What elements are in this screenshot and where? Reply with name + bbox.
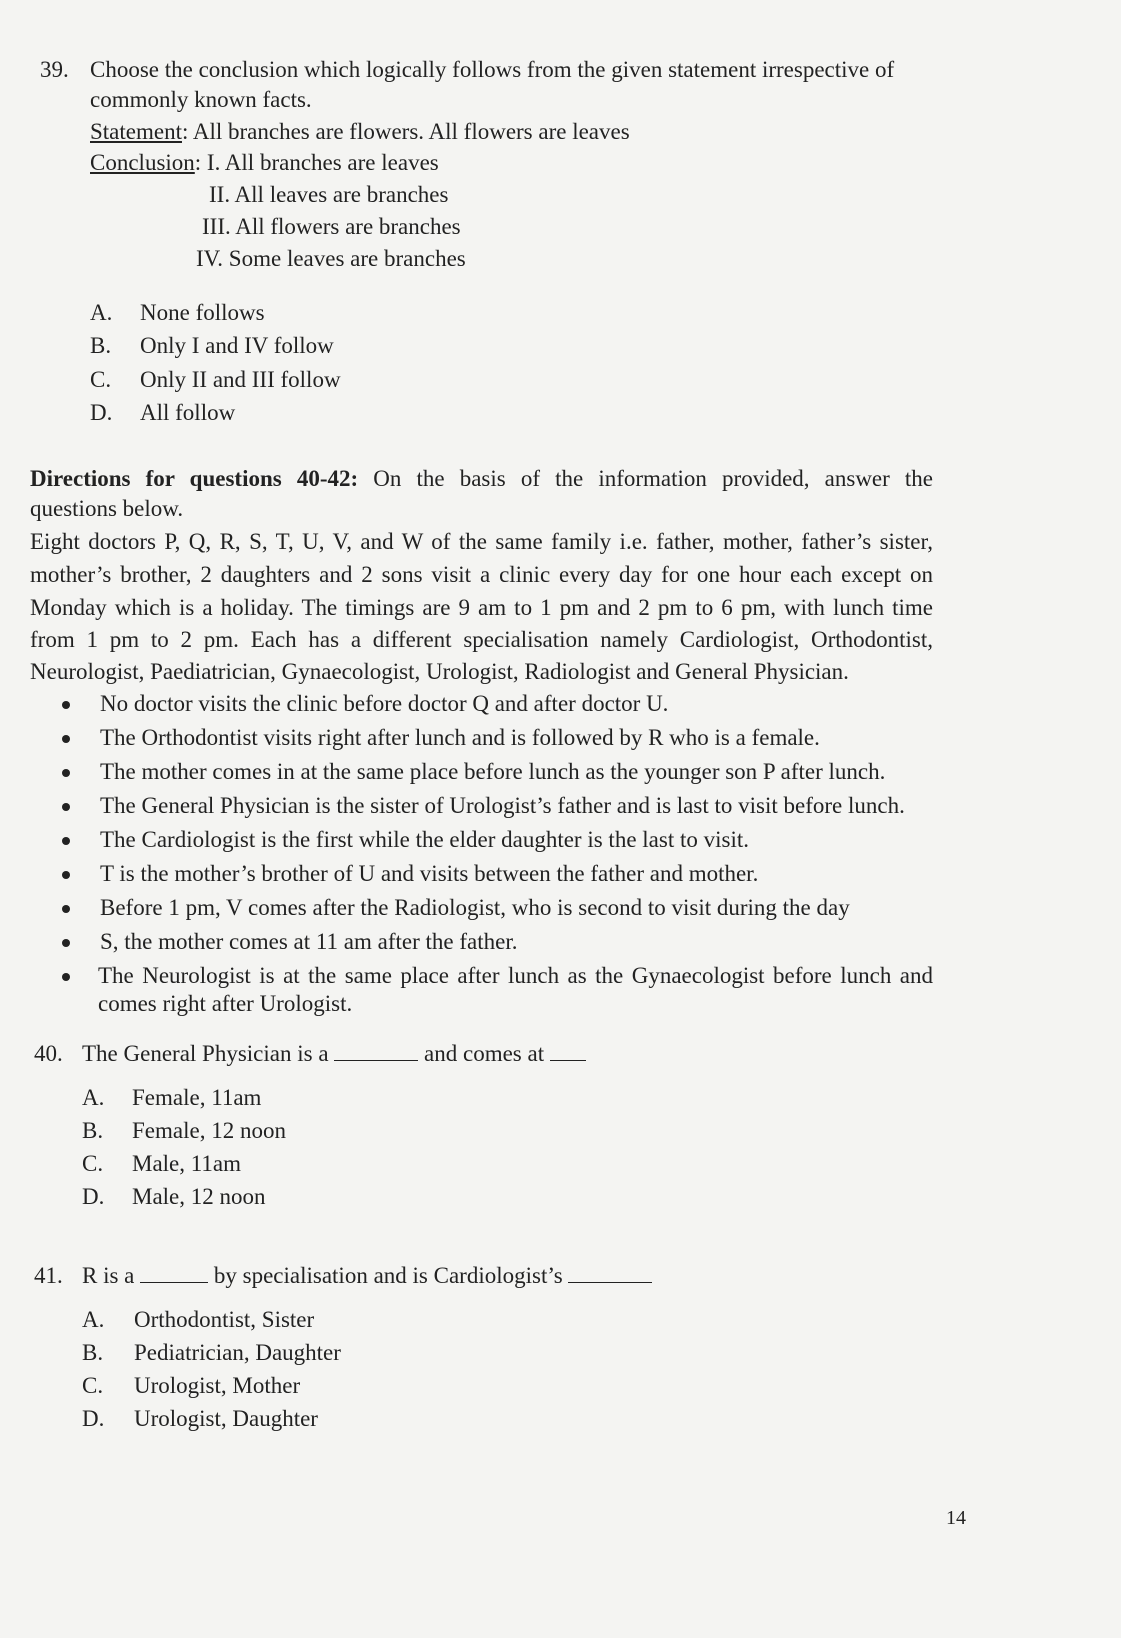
q40-option-text: Male, 12 noon [132, 1184, 266, 1209]
q39-conclusion-1 [90, 149, 439, 177]
q40-number: 40. [34, 1041, 63, 1066]
q39-option-text: None follows [140, 300, 265, 325]
q41-number: 41. [34, 1263, 63, 1288]
q40-option-letter: C. [82, 1151, 104, 1176]
bullet-item: The Neurologist is at the same place after lunch as the Gynaecologist before lunch and [98, 963, 933, 988]
bullet-item: The mother comes in at the same place before lunch as the younger son P after lunch. [100, 759, 886, 784]
bullet-item: The Orthodontist visits right after lunch and is followed by R who is a female. [100, 725, 820, 750]
directions-para-line: mother’s brother, 2 daughters and 2 sons visit a clinic every day for one hour each except on [30, 562, 933, 587]
q41-option-letter: C. [82, 1373, 104, 1398]
bullet-item: T is the mother’s brother of U and visits between the father and mother. [100, 861, 759, 886]
bullet-dot-icon [62, 735, 70, 743]
bullet-item: The General Physician is the sister of Urologist’s father and is last to visit before lunch. [100, 793, 905, 818]
answer-blank [334, 1040, 418, 1061]
bullet-item: S, the mother comes at 11 am after the father. [100, 929, 518, 954]
directions-heading-line2: questions below. [30, 496, 184, 521]
q41-option-text: Pediatrician, Daughter [134, 1340, 341, 1365]
q41-prompt-b: by specialisation and is Cardiologist’s [213, 1263, 563, 1288]
directions-heading [30, 465, 933, 493]
bullet-dot-icon [62, 769, 70, 777]
q39-prompt-line2: commonly known facts. [90, 87, 312, 112]
directions-heading-bold: Directions for questions 40-42: [30, 466, 359, 491]
conclusion-text: : I. All branches are leaves [194, 150, 439, 175]
answer-blank [550, 1040, 586, 1061]
answer-blank [140, 1262, 208, 1283]
bullet-item-continuation: comes right after Urologist. [98, 991, 353, 1016]
q39-option-letter: D. [90, 400, 113, 425]
bullet-dot-icon [62, 905, 70, 913]
directions-para-line: from 1 pm to 2 pm. Each has a different specialisation namely Cardiologist, Orthodontist, [30, 627, 933, 652]
answer-blank [568, 1262, 652, 1283]
bullet-item: The Cardiologist is the first while the elder daughter is the last to visit. [100, 827, 749, 852]
bullet-dot-icon [62, 803, 70, 811]
q39-option-letter: B. [90, 333, 112, 358]
page-number: 14 [946, 1507, 966, 1529]
bullet-dot-icon [62, 973, 70, 981]
bullet-item: No doctor visits the clinic before doctor Q and after doctor U. [100, 691, 669, 716]
q39-number: 39. [40, 57, 69, 82]
directions-para-line: Monday which is a holiday. The timings are 9 am to 1 pm and 2 pm to 6 pm, with lunch time [30, 595, 933, 620]
q39-conclusion-4: IV. Some leaves are branches [196, 246, 466, 271]
q39-prompt-line1: Choose the conclusion which logically follows from the given statement irrespective of [90, 57, 895, 82]
directions-para-line: Eight doctors P, Q, R, S, T, U, V, and W of the same family i.e. father, mother, father’s sister, [30, 529, 933, 554]
q41-prompt-a: R is a [82, 1263, 135, 1288]
directions-para-line: Neurologist, Paediatrician, Gynaecologist, Urologist, Radiologist and General Physician. [30, 659, 849, 684]
bullet-dot-icon [62, 871, 70, 879]
q39-option-letter: C. [90, 367, 112, 392]
q41-option-letter: B. [82, 1340, 104, 1365]
q39-conclusion-2: II. All leaves are branches [209, 182, 449, 207]
q39-option-letter: A. [90, 300, 113, 325]
q39-option-text: Only I and IV follow [140, 333, 334, 358]
q40-prompt-a: The General Physician is a [82, 1041, 329, 1066]
q39-statement [90, 118, 630, 146]
bullet-dot-icon [62, 939, 70, 947]
statement-text: : All branches are flowers. All flowers are leaves [181, 119, 630, 144]
q40-option-text: Female, 12 noon [132, 1118, 286, 1143]
conclusion-label: Conclusion [90, 150, 195, 175]
q39-option-text: Only II and III follow [140, 367, 341, 392]
q39-conclusion-3: III. All flowers are branches [202, 214, 461, 239]
statement-label: Statement [90, 119, 182, 144]
q39-option-text: All follow [140, 400, 236, 425]
q40-option-letter: D. [82, 1184, 105, 1209]
q41-option-letter: D. [82, 1406, 105, 1431]
bullet-dot-icon [62, 701, 70, 709]
bullet-item: Before 1 pm, V comes after the Radiologist, who is second to visit during the day [100, 895, 850, 920]
q40-option-letter: A. [82, 1085, 105, 1110]
q40-option-letter: B. [82, 1118, 104, 1143]
q40-prompt-b: and comes at [424, 1041, 545, 1066]
q41-option-text: Orthodontist, Sister [134, 1307, 315, 1332]
directions-heading-rest: On the basis of the information provided, answer the [373, 466, 934, 491]
q41-option-letter: A. [82, 1307, 105, 1332]
q41-option-text: Urologist, Mother [134, 1373, 301, 1398]
q40-option-text: Female, 11am [132, 1085, 262, 1110]
q40-option-text: Male, 11am [132, 1151, 242, 1176]
bullet-dot-icon [62, 837, 70, 845]
q41-option-text: Urologist, Daughter [134, 1406, 318, 1431]
q40-prompt [82, 1040, 586, 1068]
q41-prompt [82, 1262, 652, 1290]
